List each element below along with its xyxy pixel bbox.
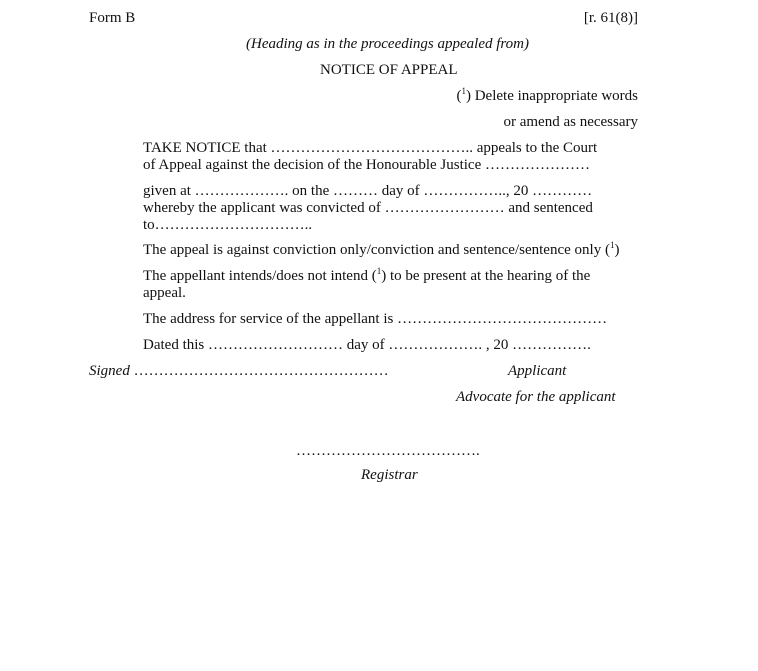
paragraph-4-line-2: appeal. xyxy=(143,285,186,301)
paragraph-2-line-1: given at ………………. on the ……… day of …………….., 20 ………… xyxy=(143,183,593,199)
footnote-marker: 1 xyxy=(461,86,466,96)
form-label: Form B xyxy=(89,10,136,26)
signed-dots: …………………………………………… xyxy=(133,363,389,379)
advocate-label: Advocate for the applicant xyxy=(456,389,616,405)
paragraph-4-text-before: The appellant intends/does not intend xyxy=(143,268,368,284)
paragraph-6: Dated this ……………………… day of ………………. , 20 ……………. xyxy=(143,337,591,353)
side-note-line-1: ($^1$) Delete inappropriate words xyxy=(456,86,638,104)
paragraph-4-text-after: to be present at the hearing of the xyxy=(389,268,591,284)
side-note-line-2: or amend as necessary xyxy=(503,114,638,130)
form-title: NOTICE OF APPEAL xyxy=(320,62,458,78)
paragraph-4-line-1: The appellant intends/does not intend ($^1$) to be present at the hearing of the xyxy=(143,266,591,284)
paragraph-5: The address for service of the appellant is …………………………………… xyxy=(143,311,608,327)
footnote-marker: 1 xyxy=(609,240,615,250)
rule-reference: [r. 61(8)] xyxy=(583,10,638,26)
paragraph-3-text: The appeal is against conviction only/conviction and sentence/sentence only xyxy=(143,242,602,258)
applicant-label: Applicant xyxy=(508,363,567,379)
paragraph-2-line-2: whereby the applicant was convicted of …………………… and sentenced xyxy=(143,200,593,216)
signed-label: Signed xyxy=(89,363,130,379)
paragraph-3: The appeal is against conviction only/conviction and sentence/sentence only ($^1$) xyxy=(143,240,620,258)
side-note-text: Delete inappropriate words xyxy=(474,88,638,104)
paragraph-1-line-2: of Appeal against the decision of the Honourable Justice ………………… xyxy=(143,157,590,173)
paragraph-1-line-1: TAKE NOTICE that ………………………………….. appeals to the Court xyxy=(143,140,598,156)
footnote-marker: 1 xyxy=(376,266,382,276)
paragraph-2-line-3: to………………………….. xyxy=(143,217,313,233)
signed-line xyxy=(89,363,389,380)
heading-note: (Heading as in the proceedings appealed from) xyxy=(246,36,530,52)
registrar-label: Registrar xyxy=(361,467,418,483)
registrar-dots: ………………………………. xyxy=(296,443,480,459)
